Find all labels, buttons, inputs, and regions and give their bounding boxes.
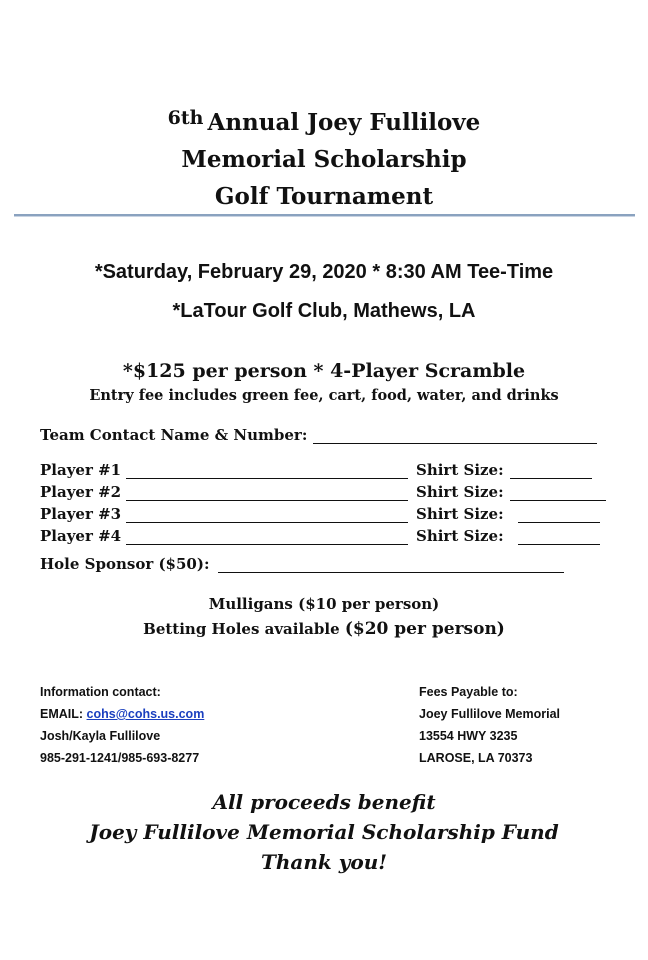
shirt-size-label: Shirt Size:: [416, 505, 504, 523]
title-ordinal: 6th: [167, 107, 204, 129]
email-link[interactable]: cohs@cohs.us.com: [86, 707, 205, 721]
hole-sponsor-field[interactable]: [218, 550, 564, 573]
fees-address-line-1: 13554 HWY 3235: [419, 729, 518, 743]
flyer-title: [0, 100, 648, 215]
team-contact-field[interactable]: [313, 429, 597, 444]
fees-payable: [419, 681, 560, 769]
closing-line-1: All proceeds benefit: [212, 790, 436, 814]
fees-payee: Joey Fullilove Memorial: [419, 707, 561, 721]
hole-sponsor-label: Hole Sponsor ($50):: [40, 555, 210, 573]
player-3-name-field[interactable]: [126, 508, 408, 523]
title-line-2: Memorial Scholarship: [181, 146, 467, 173]
pricing-headline: *$125 per person * 4-Player Scramble: [122, 360, 526, 382]
info-contact-heading: Information contact:: [40, 685, 161, 699]
shirt-size-label: Shirt Size:: [416, 483, 504, 501]
player-1-shirt-field[interactable]: [510, 464, 592, 479]
fees-payable-heading: Fees Payable to:: [419, 685, 518, 699]
player-3-shirt-field[interactable]: [518, 508, 600, 523]
closing-line-3: Thank you!: [260, 850, 388, 874]
shirt-size-label: Shirt Size:: [416, 527, 504, 545]
info-contact-email-line: [40, 703, 204, 725]
player-2-shirt-field[interactable]: [510, 486, 606, 501]
team-contact-label: Team Contact Name & Number:: [40, 426, 308, 444]
title-line-3: Golf Tournament: [214, 183, 434, 210]
player-label: Player #3: [40, 505, 122, 523]
fees-address-line-2: LAROSE, LA 70373: [419, 751, 533, 765]
title-text-1: Annual Joey Fullilove: [207, 109, 481, 136]
hole-sponsor-row: [40, 550, 564, 573]
player-1-name-field[interactable]: [126, 464, 408, 479]
player-4-name-field[interactable]: [126, 530, 408, 545]
info-contact-names: Josh/Kayla Fullilove: [40, 729, 161, 743]
player-row: [40, 483, 606, 501]
info-contact-phones: 985-291-1241/985-693-8277: [40, 751, 200, 765]
player-label: Player #1: [40, 461, 122, 479]
information-contact: [40, 681, 204, 769]
mulligans-note: Mulligans ($10 per person): [208, 595, 440, 613]
player-2-name-field[interactable]: [126, 486, 408, 501]
event-date-time: *Saturday, February 29, 2020 * 8:30 AM Tee-Time: [94, 261, 554, 283]
player-4-shirt-field[interactable]: [518, 530, 600, 545]
shirt-size-label: Shirt Size:: [416, 461, 504, 479]
title-line-1: [0, 100, 648, 141]
team-contact-row: [40, 426, 597, 444]
betting-holes-price: ($20 per person): [344, 619, 505, 639]
player-label: Player #4: [40, 527, 122, 545]
closing-message: [0, 787, 648, 877]
player-row: [40, 505, 600, 523]
email-label: EMAIL:: [40, 707, 87, 721]
betting-holes-text: Betting Holes available: [143, 620, 345, 638]
closing-line-2: Joey Fullilove Memorial Scholarship Fund: [89, 820, 559, 844]
betting-holes-note: [0, 619, 648, 639]
title-divider-shadow: [14, 216, 635, 217]
player-row: [40, 461, 592, 479]
player-label: Player #2: [40, 483, 122, 501]
event-location: *LaTour Golf Club, Mathews, LA: [172, 300, 476, 322]
entry-fee-includes: Entry fee includes green fee, cart, food, water, and drinks: [89, 387, 559, 404]
player-row: [40, 527, 600, 545]
